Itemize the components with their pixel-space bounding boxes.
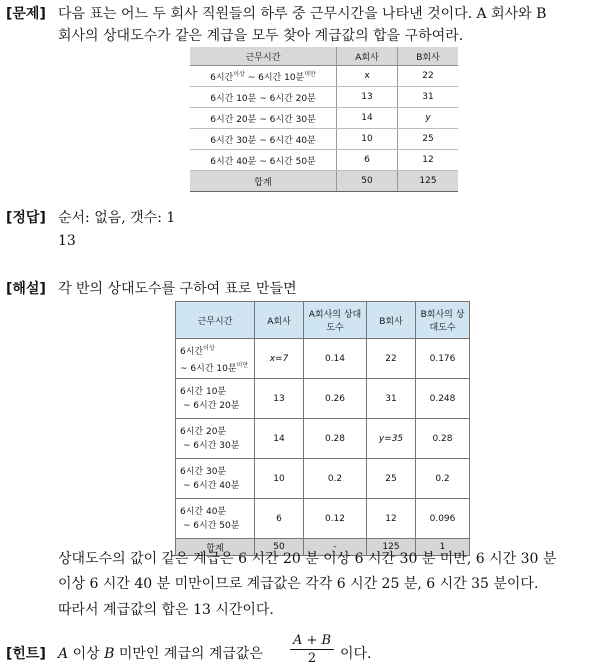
table-row: 6시간 10분 ~ 6시간 20분 13 31: [190, 87, 458, 108]
header-company-a-relfreq: A회사의 상대도수: [304, 302, 367, 339]
solution-label: [해설]: [6, 281, 46, 297]
fraction-denominator: 2: [307, 651, 317, 666]
table-row: 6시간$^{이상}$ ~ 6시간 10분$^{미만}$ x 22: [190, 66, 458, 87]
hint-text: A 이상 B 미만인 계급의 계급값은: [58, 646, 263, 662]
header-work-time: 근무시간: [190, 47, 337, 66]
hint-end: 이다.: [340, 646, 372, 662]
solution-line-1: 상대도수의 값이 같은 계급은 6 시간 20 분 이상 6 시간 30 분 미만, 6 시간 30 분: [58, 551, 557, 567]
header-company-b: B회사: [367, 302, 416, 339]
hint-fraction: [290, 633, 334, 666]
header-company-b-relfreq: B회사의 상대도수: [416, 302, 470, 339]
table-row: 6시간$^{이상}$ ~ 6시간 10분$^{미만}$ x=7 0.14 22 0.176: [176, 339, 470, 379]
table-row: 6시간 30분 ~ 6시간 40분 10 0.2 25 0.2: [176, 459, 470, 499]
answer-label: [정답]: [6, 210, 46, 226]
header-company-b: B회사: [398, 47, 459, 66]
hint-label: [힌트]: [6, 646, 46, 662]
table-row: 6시간 20분 ~ 6시간 30분 14 0.28 y=35 0.28: [176, 419, 470, 459]
table-row: 6시간 40분 ~ 6시간 50분 6 12: [190, 150, 458, 171]
solution-line-2: 이상 6 시간 40 분 미만이므로 계급값은 각각 6 시간 25 분, 6 시간 35 분이다.: [58, 576, 539, 592]
table-row: 6시간 30분 ~ 6시간 40분 10 25: [190, 129, 458, 150]
problem-table: [190, 47, 458, 192]
solution-line-3: 따라서 계급값의 합은 13 시간이다.: [58, 602, 274, 618]
problem-label: [문제]: [6, 6, 46, 22]
problem-line-2: 회사의 상대도수가 같은 계급을 모두 찾아 계급값의 합을 구하여라.: [58, 28, 464, 44]
table-total-row: 합계 50 - 125 1: [176, 539, 470, 556]
fraction-numerator: A + B: [290, 633, 334, 650]
table-row: 6시간 20분 ~ 6시간 30분 14 y: [190, 108, 458, 129]
solution-table: [175, 301, 470, 556]
answer-line-1: 순서: 없음, 갯수: 1: [58, 210, 176, 226]
table-total-row: 합계 50 125: [190, 171, 458, 192]
table-row: 6시간 40분 ~ 6시간 50분 6 0.12 12 0.096: [176, 499, 470, 539]
header-company-a: A회사: [255, 302, 304, 339]
problem-line-1: 다음 표는 어느 두 회사 직원들의 하루 중 근무시간을 나타낸 것이다. A 회사와 B: [58, 6, 547, 22]
solution-intro: 각 반의 상대도수를 구하여 표로 만들면: [58, 281, 297, 297]
header-work-time: 근무시간: [176, 302, 255, 339]
answer-line-2: 13: [58, 233, 76, 249]
table-row: 6시간 10분 ~ 6시간 20분 13 0.26 31 0.248: [176, 379, 470, 419]
header-company-a: A회사: [337, 47, 398, 66]
